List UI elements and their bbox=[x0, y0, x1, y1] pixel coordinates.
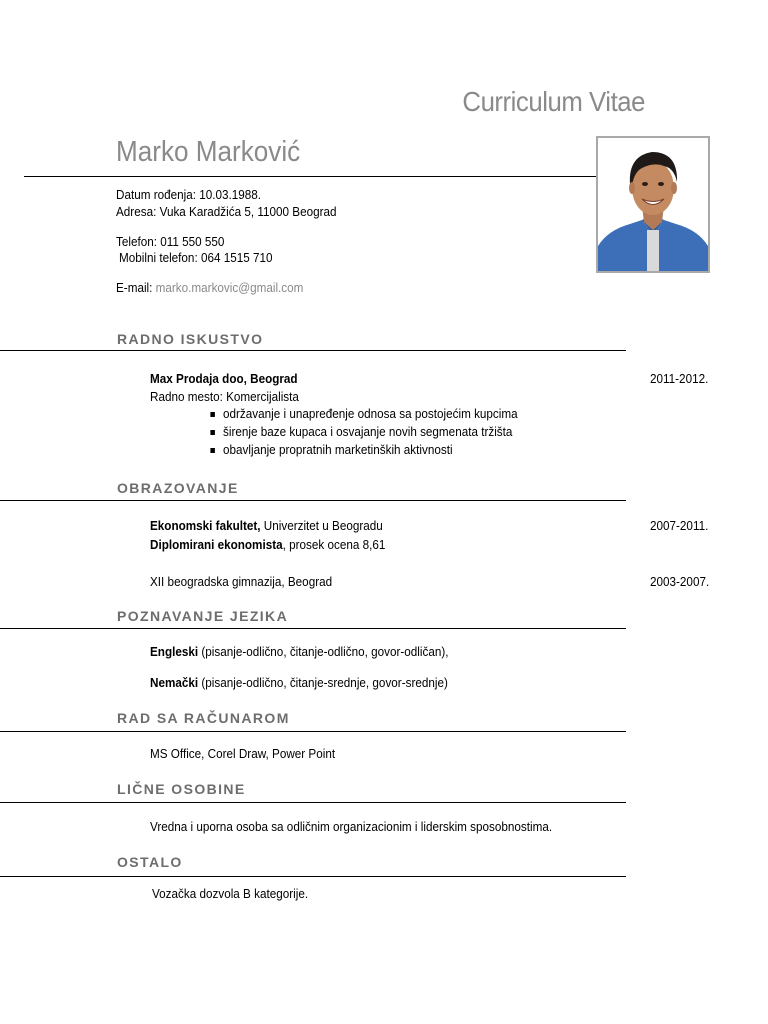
name-divider bbox=[24, 176, 596, 177]
section-divider-education bbox=[0, 500, 626, 501]
list-item: širenje baze kupaca i osvajanje novih segmenata tržišta bbox=[223, 424, 518, 442]
education-faculty: Ekonomski fakultet, Univerzitet u Beogradu bbox=[150, 518, 383, 533]
education-date-1: 2007-2011. bbox=[650, 518, 709, 533]
section-divider-other bbox=[0, 876, 626, 877]
section-heading-education: OBRAZOVANJE bbox=[117, 480, 239, 496]
personal-traits: Vredna i uporna osoba sa odličnim organizacionim i liderskim sposobnostima. bbox=[150, 819, 553, 834]
language-german: Nemački (pisanje-odlično, čitanje-srednje, govor-srednje) bbox=[150, 675, 448, 690]
portrait-image bbox=[598, 138, 708, 271]
language-english: Engleski (pisanje-odlično, čitanje-odlično, govor-odličan), bbox=[150, 644, 449, 659]
mobile-phone: Mobilni telefon: 064 1515 710 bbox=[119, 250, 273, 265]
portrait-photo bbox=[596, 136, 710, 273]
document-title: Curriculum Vitae bbox=[462, 86, 645, 117]
bullet-icon bbox=[210, 412, 215, 417]
education-school: XII beogradska gimnazija, Beograd bbox=[150, 574, 333, 589]
section-divider-traits bbox=[0, 802, 626, 803]
section-heading-languages: POZNAVANJE JEZIKA bbox=[117, 608, 289, 624]
person-name: Marko Marković bbox=[116, 136, 301, 168]
email-link[interactable]: marko.markovic@gmail.com bbox=[155, 280, 304, 295]
education-date-2: 2003-2007. bbox=[650, 574, 710, 589]
work-company: Max Prodaja doo, Beograd bbox=[150, 371, 298, 386]
education-degree: Diplomirani ekonomista, prosek ocena 8,61 bbox=[150, 537, 386, 552]
section-heading-other: OSTALO bbox=[117, 854, 183, 870]
other-info: Vozačka dozvola B kategorije. bbox=[152, 886, 309, 901]
phone: Telefon: 011 550 550 bbox=[116, 234, 225, 249]
section-divider-computer bbox=[0, 731, 626, 732]
section-divider-languages bbox=[0, 628, 626, 629]
birth-date: Datum rođenja: 10.03.1988. bbox=[116, 187, 262, 202]
section-heading-work: RADNO ISKUSTVO bbox=[117, 331, 264, 347]
computer-skills: MS Office, Corel Draw, Power Point bbox=[150, 746, 336, 761]
work-duties-list bbox=[223, 406, 550, 460]
work-date: 2011-2012. bbox=[650, 371, 709, 386]
list-item: održavanje i unapređenje odnosa sa postojećim kupcima bbox=[223, 406, 518, 424]
section-heading-computer: RAD SA RAČUNAROM bbox=[117, 710, 290, 726]
bullet-icon bbox=[210, 430, 215, 435]
email-label: E-mail: bbox=[116, 280, 156, 295]
address: Adresa: Vuka Karadžića 5, 11000 Beograd bbox=[116, 204, 337, 219]
section-heading-traits: LIČNE OSOBINE bbox=[117, 781, 246, 797]
section-divider-work bbox=[0, 350, 626, 351]
work-position: Radno mesto: Komercijalista bbox=[150, 389, 299, 404]
email-line bbox=[116, 280, 303, 296]
list-item: obavljanje propratnih marketinških aktivnosti bbox=[223, 442, 518, 460]
bullet-icon bbox=[210, 448, 215, 453]
